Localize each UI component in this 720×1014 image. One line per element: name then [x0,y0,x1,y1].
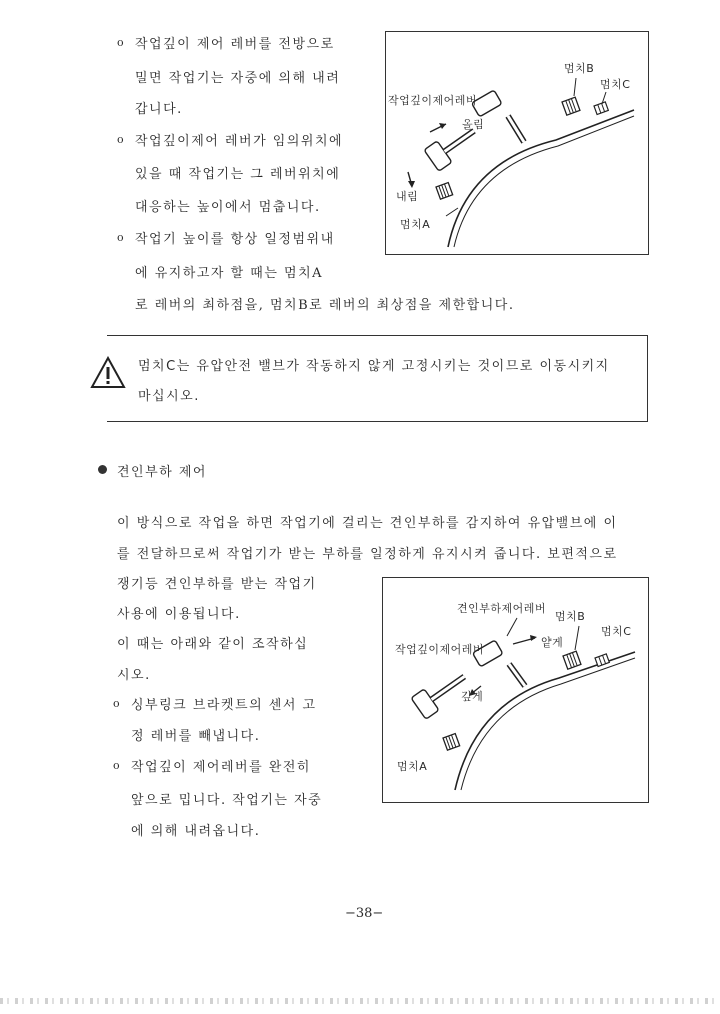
body-line: 정 레버를 빼냅니다. [131,729,261,744]
section-bullet-icon [98,465,107,474]
label-stop-a: 멈치A [397,760,428,773]
figure-lever-depth-control [385,31,649,255]
label-stop-b: 멈치B [564,62,595,75]
label-depth-lever: 작업깊이제어레버 [395,643,485,656]
body-line: 를 전달하므로써 작업기가 받는 부하를 일정하게 유지시켜 줍니다. 보편적으로 [117,547,618,562]
body-line: 싱부링크 브라켓트의 센서 고 [131,698,317,713]
body-line: 이 때는 아래와 같이 조작하십 [117,637,309,652]
label-shallow: 얕게 [541,636,564,649]
body-line: 밀면 작업기는 자중에 의해 내려 [135,71,341,86]
section-heading: 견인부하 제어 [117,465,207,480]
body-line: 작업깊이 제어 레버를 전방으로 [135,37,335,52]
body-line: 이 방식으로 작업을 하면 작업기에 걸리는 견인부하를 감지하여 유압밸브에 이 [117,516,618,531]
label-depth-lever: 작업깊이제어레버 [388,94,478,107]
body-line: 작업깊이제어 레버가 임의위치에 [135,134,344,149]
warning-icon [90,356,126,390]
label-down: 내림 [396,190,419,203]
body-line: 갑니다. [135,102,183,117]
body-line: 있을 때 작업기는 그 레버위치에 [135,167,341,182]
list-marker: o [117,231,124,244]
body-line: 에 유지하고자 할 때는 멈치A [135,266,324,281]
label-stop-c: 멈치C [600,78,631,91]
body-line: 작업기 높이를 항상 일정범위내 [135,232,335,247]
scan-artifact [0,998,720,1004]
label-stop-a: 멈치A [400,218,431,231]
page-number: −38− [345,906,384,921]
label-stop-c: 멈치C [601,625,632,638]
body-line: 작업깊이 제어레버를 완전히 [131,760,311,775]
label-up: 올림 [462,118,485,131]
warning-text-line-2: 마십시오. [138,389,200,404]
figure-draft-control [382,577,649,803]
body-line: 사용에 이용됩니다. [117,607,241,622]
label-stop-b: 멈치B [555,610,586,623]
list-marker: o [117,133,124,146]
body-line: 대응하는 높이에서 멈춥니다. [135,200,321,215]
body-line: 로 레버의 최하점을, 멈치B로 레버의 최상점을 제한합니다. [135,298,515,313]
list-marker: o [113,697,120,710]
list-marker: o [117,36,124,49]
body-line: 쟁기등 견인부하를 받는 작업기 [117,577,317,592]
body-line: 시오. [117,668,151,683]
label-deep: 깊게 [461,690,484,703]
label-draft-lever: 견인부하제어레버 [457,602,547,615]
warning-box [107,335,648,422]
list-marker: o [113,759,120,772]
warning-text-line-1: 멈치C는 유압안전 밸브가 작동하지 않게 고정시키는 것이므로 이동시키지 [138,359,610,374]
body-line: 앞으로 밉니다. 작업기는 자중 [131,793,323,808]
body-line: 에 의해 내려옵니다. [131,824,261,839]
